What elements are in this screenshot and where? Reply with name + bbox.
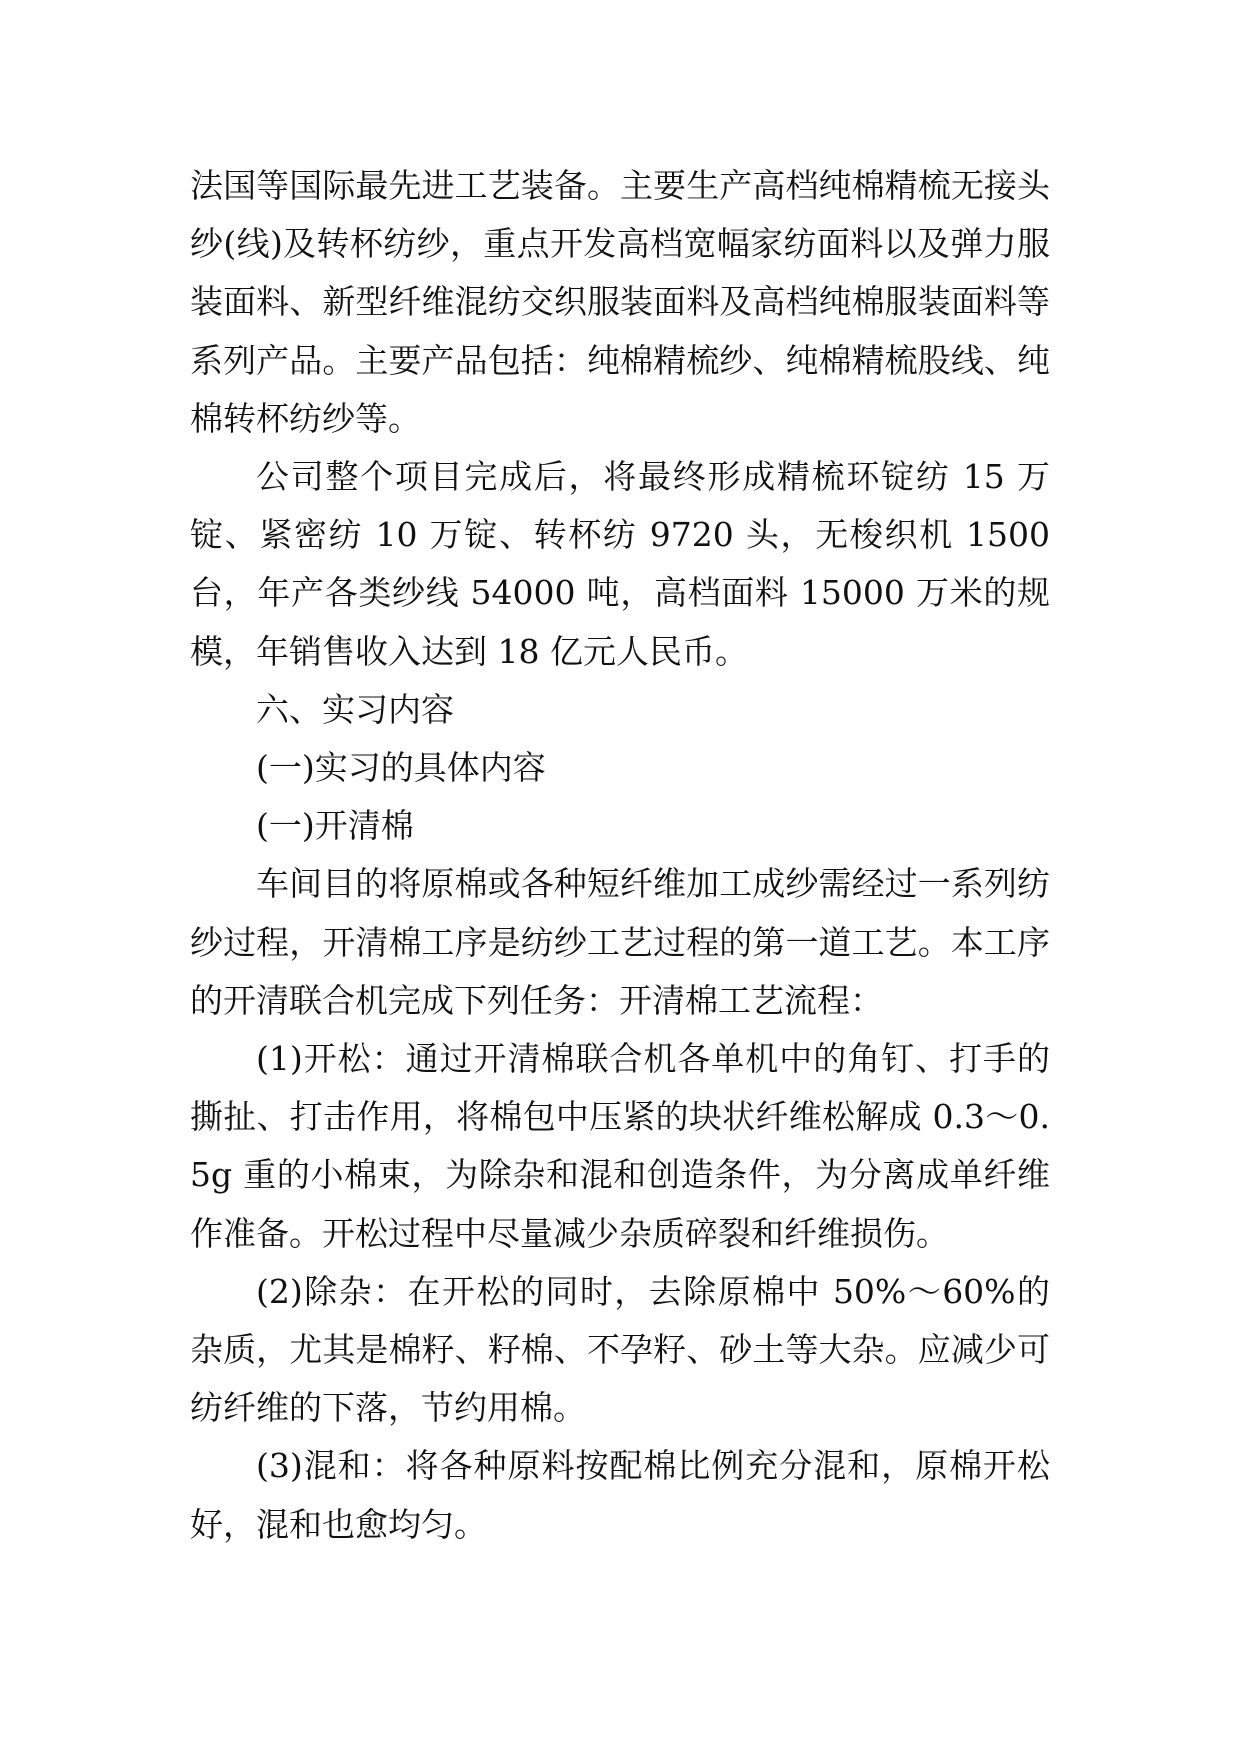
paragraph-project-scale: 公司整个项目完成后，将最终形成精梳环锭纺 15 万锭、紧密纺 10 万锭、转杯纺 9720 头，无梭织机 1500 台，年产各类纱线 54000 吨，高档面料 15000 万米的规模，年销售收入达到 18 亿元人民币。 <box>190 457 1050 671</box>
document-body <box>190 157 1050 1554</box>
paragraph-workshop-purpose: 车间目的将原棉或各种短纤维加工成纱需经过一系列纺纱过程，开清棉工序是纺纱工艺过程的第一道工艺。本工序的开清联合机完成下列任务：开清棉工艺流程： <box>190 864 1050 1020</box>
section-heading-internship-content: 六、实习内容 <box>256 689 454 729</box>
paragraph-equipment-products: 法国等国际最先进工艺装备。主要生产高档纯棉精梳无接头纱(线)及转杯纺纱，重点开发高档宽幅家纺面料以及弹力服装面料、新型纤维混纺交织服装面料及高档纯棉服装面料等系列产品。主要产品包括：纯棉精梳纱、纯棉精梳股线、纯棉转杯纺纱等。 <box>190 166 1050 438</box>
subsection-heading-opening-cleaning: (一)开清棉 <box>256 806 414 846</box>
paragraph-impurity-removal: (2)除杂：在开松的同时，去除原棉中 50%～60%的杂质，尤其是棉籽、籽棉、不孕籽、砂土等大杂。应减少可纺纤维的下落，节约用棉。 <box>190 1271 1050 1428</box>
subsection-heading-specific-content: (一)实习的具体内容 <box>256 748 546 788</box>
paragraph-mixing: (3)混和：将各种原料按配棉比例充分混和，原棉开松好，混和也愈均匀。 <box>190 1446 1050 1544</box>
paragraph-opening: (1)开松：通过开清棉联合机各单机中的角钉、打手的撕扯、打击作用，将棉包中压紧的块状纤维松解成 0.3～0.5g 重的小棉束，为除杂和混和创造条件，为分离成单纤维作准备。开松过程中尽量减少杂质碎裂和纤维损伤。 <box>190 1039 1050 1253</box>
